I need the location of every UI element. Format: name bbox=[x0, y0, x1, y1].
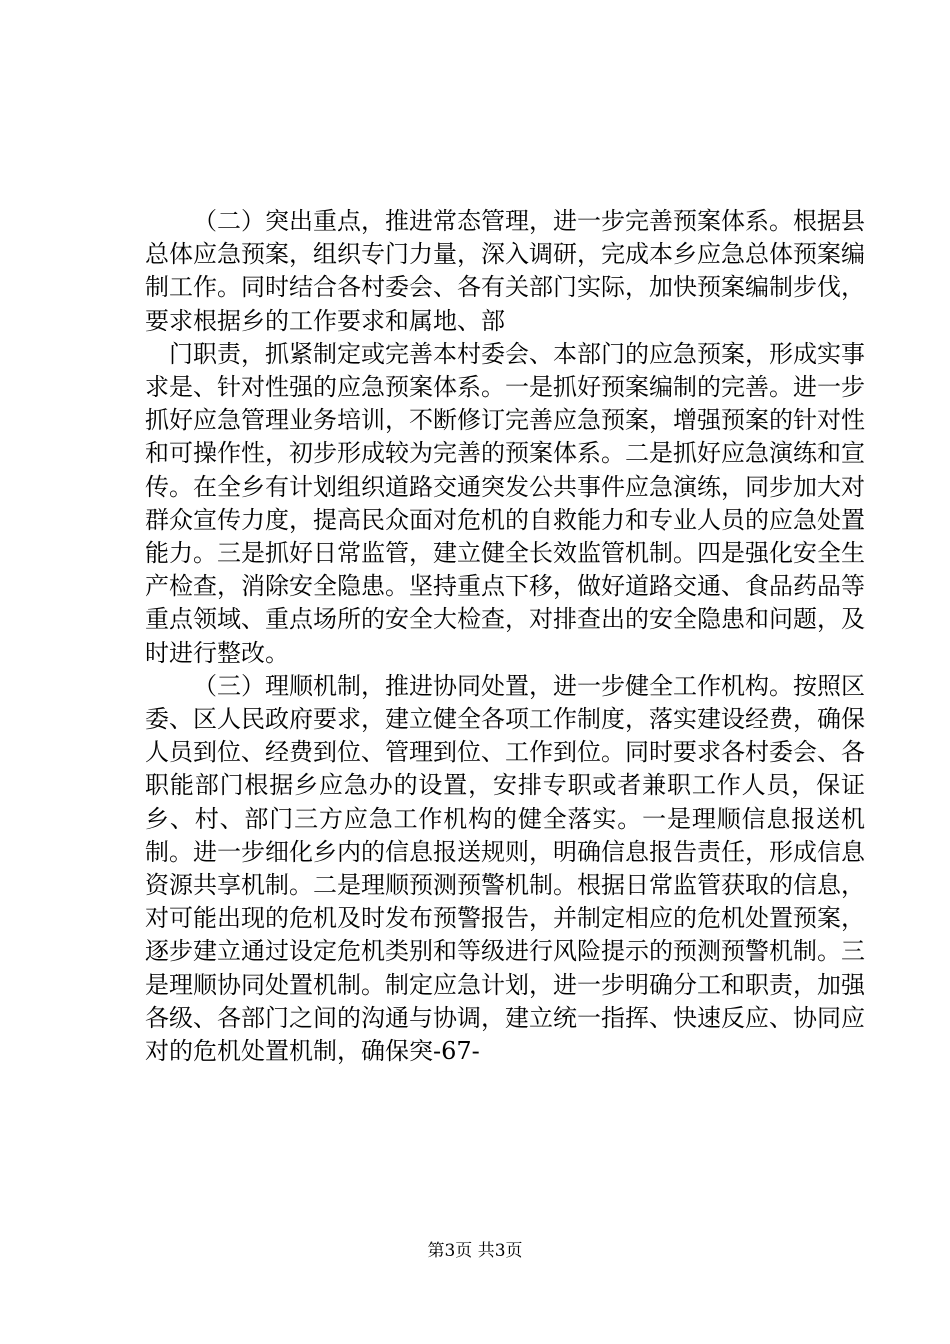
document-body bbox=[145, 205, 865, 1068]
paragraph-continuation: 门职责，抓紧制定或完善本村委会、本部门的应急预案，形成实事求是、针对性强的应急预案体系。一是抓好预案编制的完善。进一步抓好应急管理业务培训，不断修订完善应急预案，增强预案的针对性和可操作性，初步形成较为完善的预案体系。二是抓好应急演练和宣传。在全乡有计划组织道路交通突发公共事件应急演练，同步加大对群众宣传力度，提高民众面对危机的自救能力和专业人员的应急处置能力。三是抓好日常监管，建立健全长效监管机制。四是强化安全生产检查，消除安全隐患。坚持重点下移，做好道路交通、食品药品等重点领域、重点场所的安全大检查，对排查出的安全隐患和问题，及时进行整改。 bbox=[145, 339, 865, 667]
paragraph-section-three: （三）理顺机制，推进协同处置，进一步健全工作机构。按照区委、区人民政府要求，建立健全各项工作制度，落实建设经费，确保人员到位、经费到位、管理到位、工作到位。同时要求各村委会、各职能部门根据乡应急办的设置，安排专职或者兼职工作人员，保证乡、村、部门三方应急工作机构的健全落实。一是理顺信息报送机制。进一步细化乡内的信息报送规则，明确信息报告责任，形成信息资源共享机制。二是理顺预测预警机制。根据日常监管获取的信息，对可能出现的危机及时发布预警报告，并制定相应的危机处置预案，逐步建立通过设定危机类别和等级进行风险提示的预测预警机制。三是理顺协同处置机制。制定应急计划，进一步明确分工和职责，加强各级、各部门之间的沟通与协调，建立统一指挥、快速反应、协同应对的危机处置机制，确保突-67- bbox=[145, 671, 865, 1066]
page-footer: 第3页 共3页 bbox=[427, 1241, 523, 1261]
paragraph-section-two: （二）突出重点，推进常态管理，进一步完善预案体系。根据县总体应急预案，组织专门力量，深入调研，完成本乡应急总体预案编制工作。同时结合各村委会、各有关部门实际，加快预案编制步伐，要求根据乡的工作要求和属地、部 bbox=[145, 207, 865, 335]
